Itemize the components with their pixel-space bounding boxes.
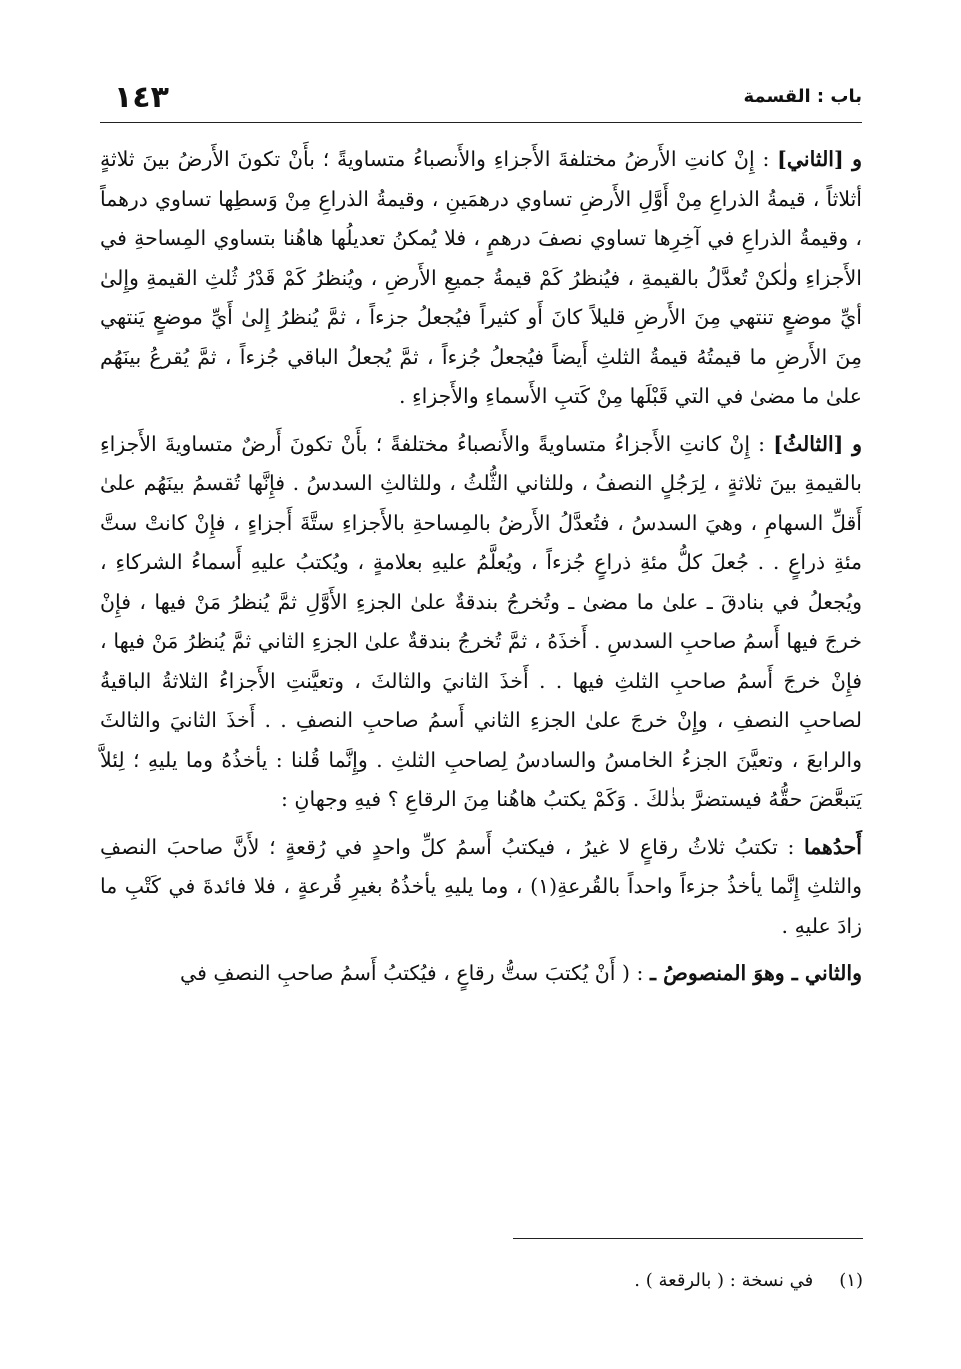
paragraph-text: : ( أَنْ يُكتبَ ستُّ رقاعٍ ، فيُكتبُ أَسمُ صاحبِ النصفِ في: [180, 961, 650, 985]
page-number: ١٤٣: [114, 80, 169, 115]
paragraph-second-case: [100, 140, 862, 417]
footnote-mark: (١): [839, 1270, 863, 1291]
paragraph-first-view: [100, 828, 862, 947]
header-divider: [100, 122, 862, 123]
paragraph-text: : إِنْ كانتِ الأَرضُ مختلفةَ الأَجزاءِ والأَنصباءُ متساويةً ؛ بأَنْ تكونَ الأَرضُ بينَ ثلاثةٍ أثلاثاً ، قيمةُ الذراعِ مِنْ أَوَّلِ الأَرضِ تساوي درهمَينِ ، وقيمةُ الذراعِ مِنْ وَسطِها تساوي درهماً ، وقيمةُ الذراعِ في آخِرِها تساوي نصفَ درهمٍ ، فلا يُمكنُ تعديلُها هاهُنا بتساوي المِساحةِ في الأَجزاءِ ولٰكنْ تُعدَّلُ بالقيمةِ ، فيُنظرُ كَمْ قيمةُ جميعِ الأَرضِ ، ويُنظرُ كَمْ قَدْرُ ثُلثِ القيمةِ وإِلىٰ أيِّ موضعٍ تنتهي مِنَ الأَرضِ قليلاً كانَ أَو كثيراً فيُجعلُ جزءاً ، ثمَّ يُنظرُ إِلىٰ أَيِّ موضعٍ يَنتهي مِنَ الأَرضِ ما قيمتُهُ قيمةُ الثلثِ أَيضاً فيُجعلُ جُزءاً ، ثمَّ يُجعلُ الباقي جُزءاً ، ثمَّ يُقرعُ بينَهُم علىٰ ما مضىٰ في التي قَبْلَها مِنْ كَتبِ الأَسماءِ والأَجزاءِ .: [100, 147, 862, 408]
paragraph-third-case: [100, 425, 862, 820]
body-text: [100, 140, 862, 1002]
page-header: [100, 80, 862, 118]
paragraph-second-view: [100, 954, 862, 994]
footnote-divider: [513, 1238, 863, 1239]
footnote: [634, 1270, 863, 1291]
footnote-text: في نسخة : ( بالرقعة ) .: [634, 1270, 814, 1291]
running-title: باب : القسمة: [743, 86, 862, 107]
paragraph-text: : إِنْ كانتِ الأَجزاءُ متساويةً والأَنصباءُ مختلفةً ؛ بأَنْ تكونَ أَرضٌ متساويةَ الأَجزاءِ بالقيمةِ بينَ ثلاثةٍ ، لِرَجُلٍ النصفُ ، وللثاني الثُّلثُ ، وللثالثِ السدسُ . فإِنَّها تُقسمُ بينَهُم علىٰ أَقلِّ السهامِ ، وهيَ السدسُ ، فتُعدَّلُ الأَرضُ بالمِساحةِ بالأَجزاءِ ستَّةَ أَجزاءٍ ، فإِنْ كانتْ ستَّ مئةِ ذراعٍ . . جُعلَ كلُّ مئةِ ذراعٍ جُزءاً ، ويُعلَّمُ عليهِ بعلامةٍ ، ويُكتبُ عليهِ أَسماءُ الشركاءِ ، ويُجعلُ في بنادقَ ـ علىٰ ما مضىٰ ـ وتُخرجُ بندقةٌ علىٰ الجزءِ الأَوَّلِ ثمَّ يُنظرُ مَنْ فيها ، فإِنْ خرجَ فيها أَسمُ صاحبِ السدسِ . أَخذَهُ ، ثمَّ تُخرجُ بندقةٌ علىٰ الجزءِ الثاني ثمَّ يُنظرُ مَنْ فيها ، فإِنْ خرجَ أَسمُ صاحبِ الثلثِ فيها . . أَخذَ الثانيَ والثالثَ ، وتعيَّنتِ الأَجزاءُ الثلاثةُ الباقيةُ لصاحبِ النصفِ ، وإِنْ خرجَ علىٰ الجزءِ الثاني أَسمُ صاحبِ النصفِ . . أَخذَ الثانيَ والثالثَ والرابعَ ، وتعيَّنَ الجزءُ الخامسُ والسادسُ لِصاحبِ الثلثِ . وإِنَّما قُلنا : يأخذُهُ وما يليهِ ؛ لِئلاَّ يَتبعَّضَ حقُّهُ فيستضرَّ بذٰلكَ . وَكَمْ يكتبُ هاهُنا مِنَ الرقاعِ ؟ فيهِ وجهانِ :: [100, 431, 862, 811]
paragraph-lead: أَحدُهما: [803, 834, 862, 859]
paragraph-lead: والثاني ـ وهوَ المنصوصُ ـ: [649, 961, 862, 985]
paragraph-text: : تكتبُ ثلاثُ رقاعٍ لا غيرُ ، فيكتبُ أَسمُ كلِّ واحدٍ في رُقعةٍ ؛ لأَنَّ صاحبَ النصفِ والثلثِ إِنَّما يأخذُ جزءاً واحداً بالقُرعةِ(١) ، وما يليهِ يأخذُهُ بغيرِ قُرعةٍ ، فلا فائدةَ في كَتْبِ ما زادَ عليهِ .: [100, 834, 862, 938]
paragraph-lead: و [الثالثُ]: [773, 431, 862, 456]
paragraph-lead: و [الثاني]: [777, 147, 862, 171]
